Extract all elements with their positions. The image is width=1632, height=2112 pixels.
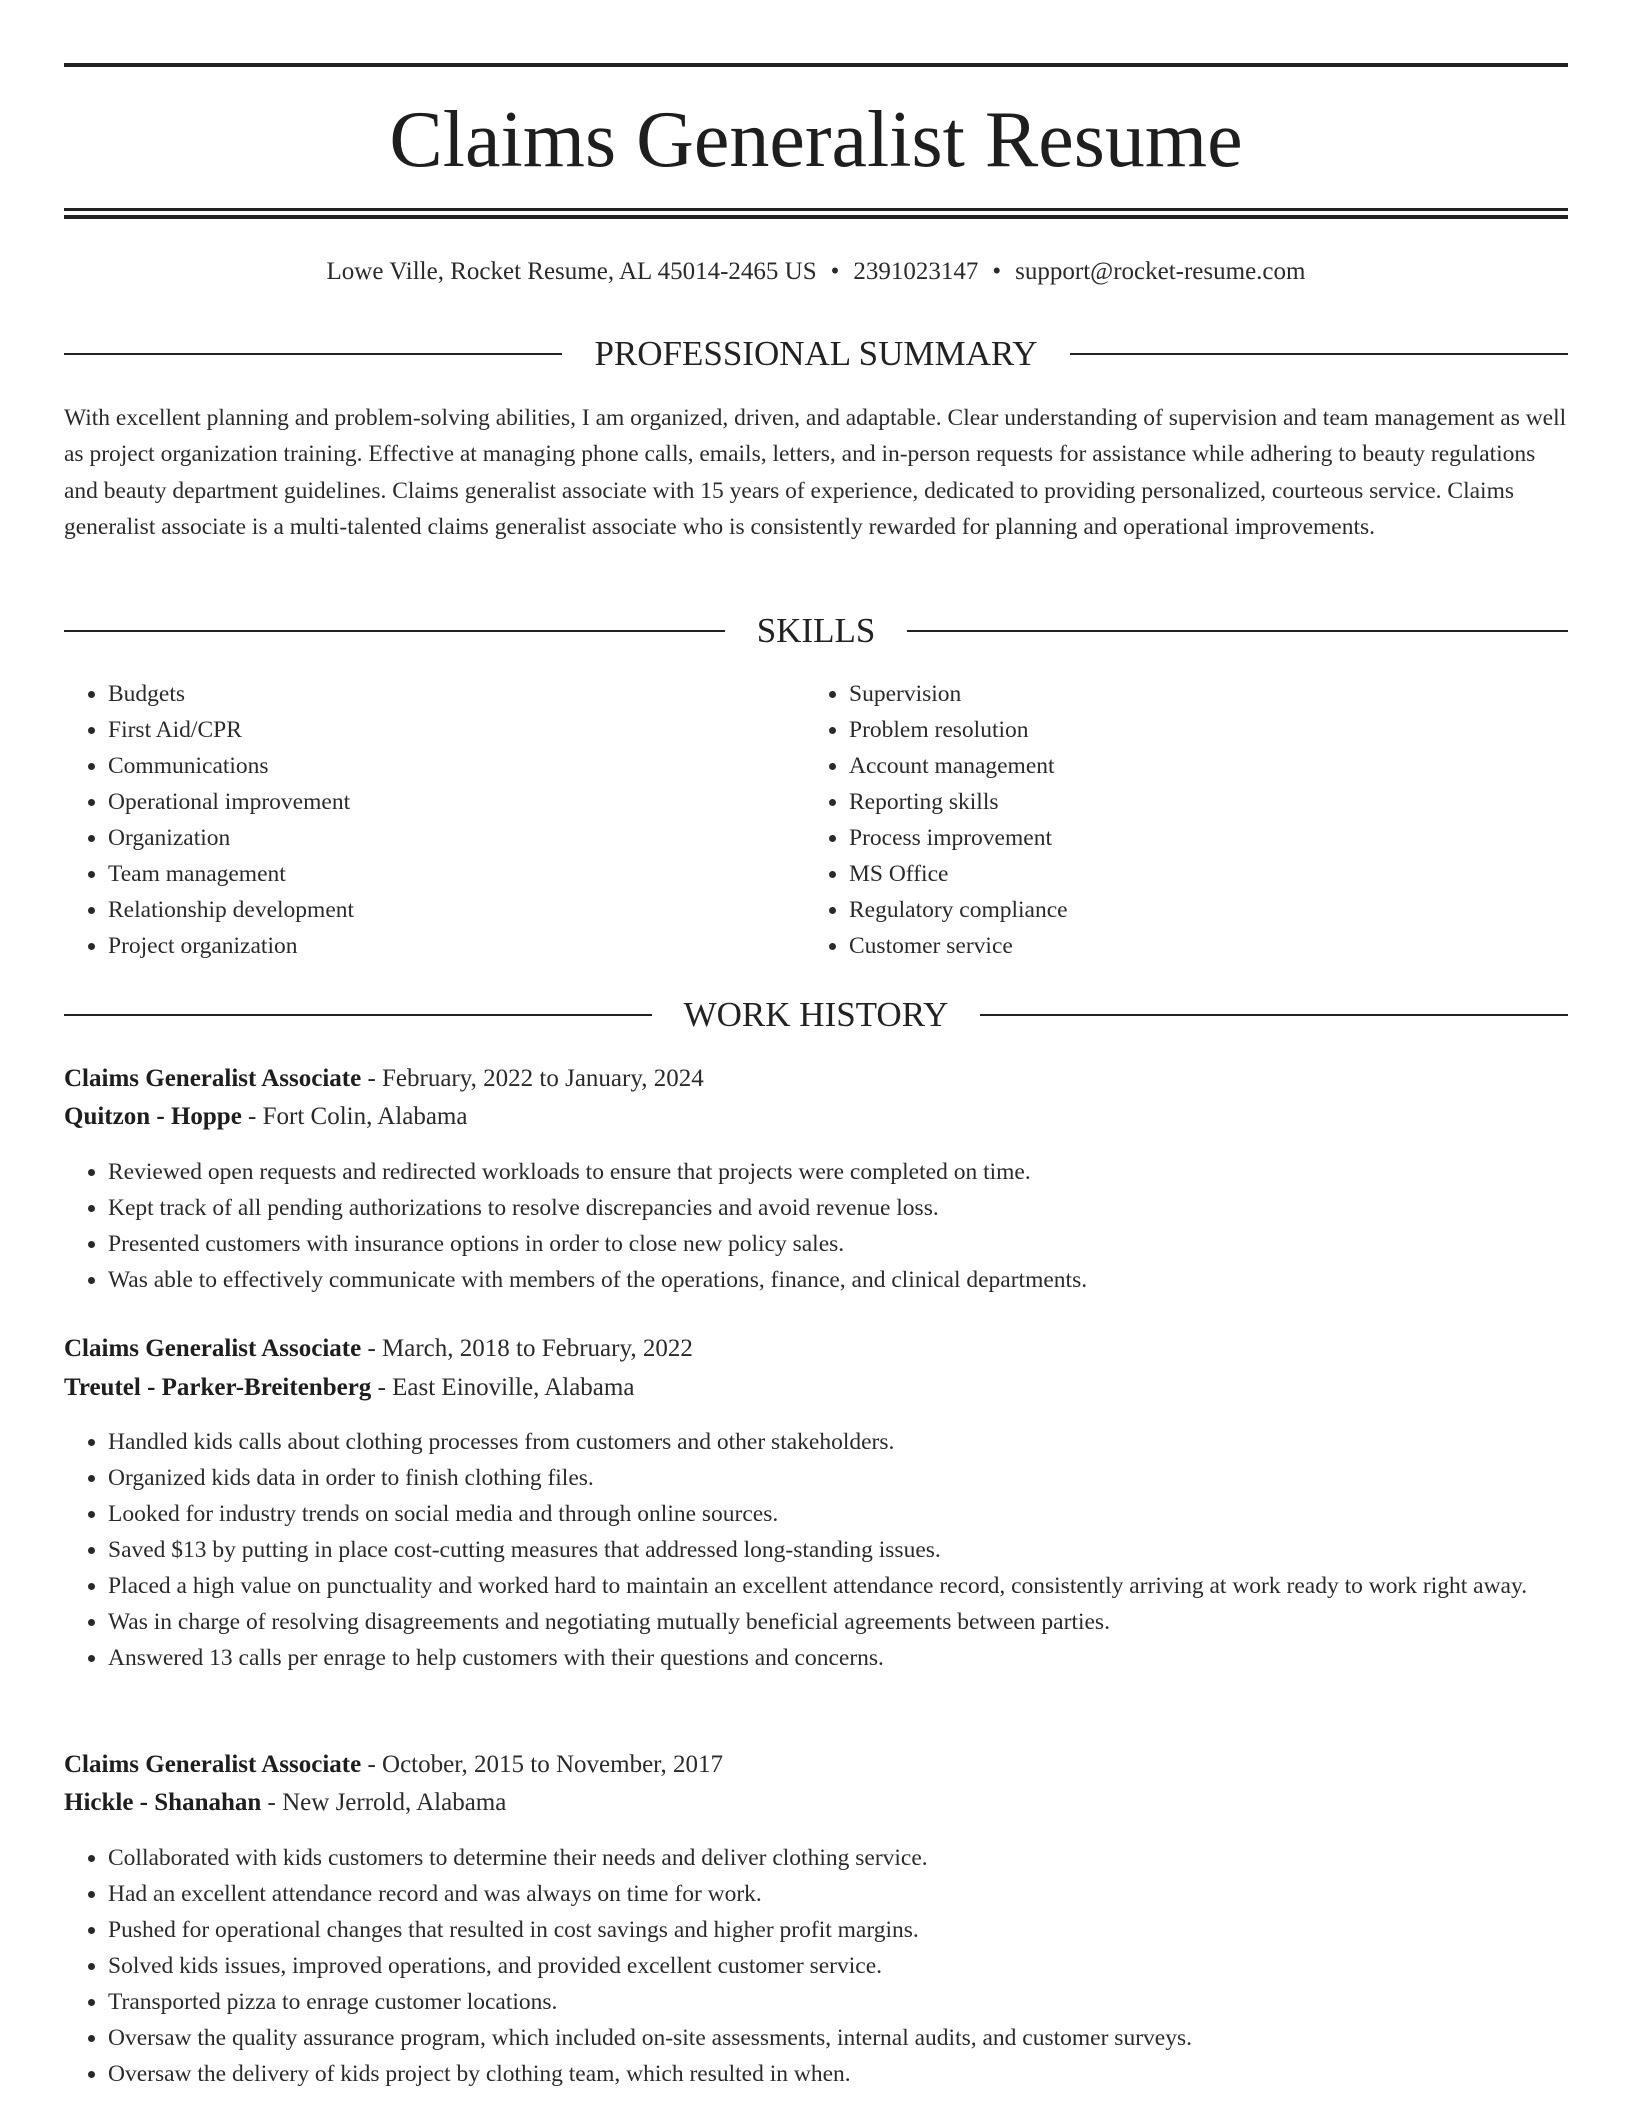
resume-title: Claims Generalist Resume (389, 96, 1243, 184)
work-heading (64, 993, 1568, 1037)
job-title: Claims Generalist Associate (64, 1751, 362, 1778)
skill-item: • Project organization (108, 928, 354, 964)
summary-heading (64, 332, 1568, 376)
job-dates: February, 2022 to January, 2024 (382, 1065, 704, 1092)
job-dates: October, 2015 to November, 2017 (382, 1751, 723, 1778)
dash: - (361, 1335, 383, 1362)
top-rule (64, 63, 1568, 67)
duty-item: • Collaborated with kids customers to determine their needs and deliver clothing service. (108, 1840, 1568, 1876)
summary-text: With excellent planning and problem-solving abilities, I am organized, driven, and adaptable. Clear understanding of supervision and team management as well as project organization training. Effective at managing phone calls, emails, letters, and in-person requests for assistance while adhering to beauty regulations and beauty department guidelines. Claims generalist associate with 15 years of experience, dedicated to providing personalized, courteous service. Claims generalist associate is a multi-talented claims generalist associate who is consistently rewarded for planning and operational improvements. (64, 405, 1567, 541)
skills-list-right (805, 676, 1068, 964)
job-title-line (64, 1331, 1568, 1367)
job-company: Quitzon - Hoppe (64, 1103, 242, 1130)
heading-rule (64, 630, 725, 632)
skills-heading (64, 609, 1568, 653)
dash: - (371, 1374, 393, 1401)
duty-item: • Presented customers with insurance options in order to close new policy sales. (108, 1226, 1568, 1262)
dash: - (261, 1789, 283, 1816)
skill-item: • Organization (108, 820, 354, 856)
skill-item: • MS Office (849, 856, 1068, 892)
heading-rule (907, 630, 1568, 632)
title-rule-lower (64, 215, 1568, 219)
heading-rule (1070, 353, 1568, 355)
skill-item: • Regulatory compliance (849, 892, 1068, 928)
contact-separator: • (992, 258, 1002, 285)
job-duties (64, 1154, 1568, 1298)
duty-item: • Looked for industry trends on social media and through online sources. (108, 1496, 1568, 1532)
skill-item: • Relationship development (108, 892, 354, 928)
job-company-line (64, 1099, 1568, 1135)
job-company-line (64, 1370, 1568, 1406)
duty-item: • Transported pizza to enrage customer locations. (108, 1984, 1568, 2020)
job-title: Claims Generalist Associate (64, 1065, 362, 1092)
summary-heading-label: PROFESSIONAL SUMMARY (594, 334, 1038, 373)
duty-item: • Pushed for operational changes that resulted in cost savings and higher profit margins. (108, 1912, 1568, 1948)
contact-email: support@rocket-resume.com (1015, 258, 1306, 285)
dash: - (361, 1065, 383, 1092)
job-title: Claims Generalist Associate (64, 1335, 362, 1362)
duty-item: • Answered 13 calls per enrage to help customers with their questions and concerns. (108, 1640, 1568, 1676)
duty-item: • Was able to effectively communicate with members of the operations, finance, and clinical departments. (108, 1262, 1568, 1298)
job-company: Treutel - Parker-Breitenberg (64, 1374, 372, 1401)
job-company-line (64, 1785, 1568, 1821)
duty-item: • Was in charge of resolving disagreements and negotiating mutually beneficial agreements between parties. (108, 1604, 1568, 1640)
duty-item: • Oversaw the delivery of kids project by clothing team, which resulted in when. (108, 2056, 1568, 2092)
duty-item: • Organized kids data in order to finish clothing files. (108, 1460, 1568, 1496)
skill-item: • Account management (849, 748, 1068, 784)
duty-item: • Saved $13 by putting in place cost-cutting measures that addressed long-standing issues. (108, 1532, 1568, 1568)
job-title-line (64, 1747, 1568, 1783)
work-heading-label: WORK HISTORY (683, 995, 949, 1034)
duty-item: • Handled kids calls about clothing processes from customers and other stakeholders. (108, 1424, 1568, 1460)
title-rule-upper (64, 208, 1568, 211)
job-duties (64, 1424, 1568, 1676)
job-dates: March, 2018 to February, 2022 (382, 1335, 693, 1362)
duty-item: • Kept track of all pending authorizations to resolve discrepancies and avoid revenue loss. (108, 1190, 1568, 1226)
skill-item: • Supervision (849, 676, 1068, 712)
skill-item: • Reporting skills (849, 784, 1068, 820)
skill-item: • First Aid/CPR (108, 712, 354, 748)
heading-rule (64, 1014, 652, 1016)
duty-item: • Solved kids issues, improved operations, and provided excellent customer service. (108, 1948, 1568, 1984)
heading-rule (64, 353, 562, 355)
skill-item: • Customer service (849, 928, 1068, 964)
skill-item: • Problem resolution (849, 712, 1068, 748)
job-location: New Jerrold, Alabama (282, 1789, 507, 1816)
duty-item: • Reviewed open requests and redirected workloads to ensure that projects were completed on time. (108, 1154, 1568, 1190)
contact-line (64, 254, 1568, 290)
job-title-line (64, 1061, 1568, 1097)
job-location: Fort Colin, Alabama (262, 1103, 468, 1130)
job-location: East Einoville, Alabama (392, 1374, 635, 1401)
skills-heading-label: SKILLS (756, 611, 876, 650)
skill-item: • Team management (108, 856, 354, 892)
duty-item: • Oversaw the quality assurance program, which included on-site assessments, internal audits, and customer surveys. (108, 2020, 1568, 2056)
skills-list-left (64, 676, 354, 964)
heading-rule (980, 1014, 1568, 1016)
skill-item: • Budgets (108, 676, 354, 712)
contact-address: Lowe Ville, Rocket Resume, AL 45014-2465 US (326, 258, 817, 285)
skill-item: • Process improvement (849, 820, 1068, 856)
contact-phone: 2391023147 (853, 258, 979, 285)
dash: - (361, 1751, 383, 1778)
dash: - (241, 1103, 263, 1130)
duty-item: • Had an excellent attendance record and was always on time for work. (108, 1876, 1568, 1912)
job-company: Hickle - Shanahan (64, 1789, 262, 1816)
contact-separator: • (830, 258, 840, 285)
skill-item: • Communications (108, 748, 354, 784)
duty-item: • Placed a high value on punctuality and worked hard to maintain an excellent attendance record, consistently arriving at work ready to work right away. (108, 1568, 1568, 1604)
skill-item: • Operational improvement (108, 784, 354, 820)
job-duties (64, 1840, 1568, 2092)
